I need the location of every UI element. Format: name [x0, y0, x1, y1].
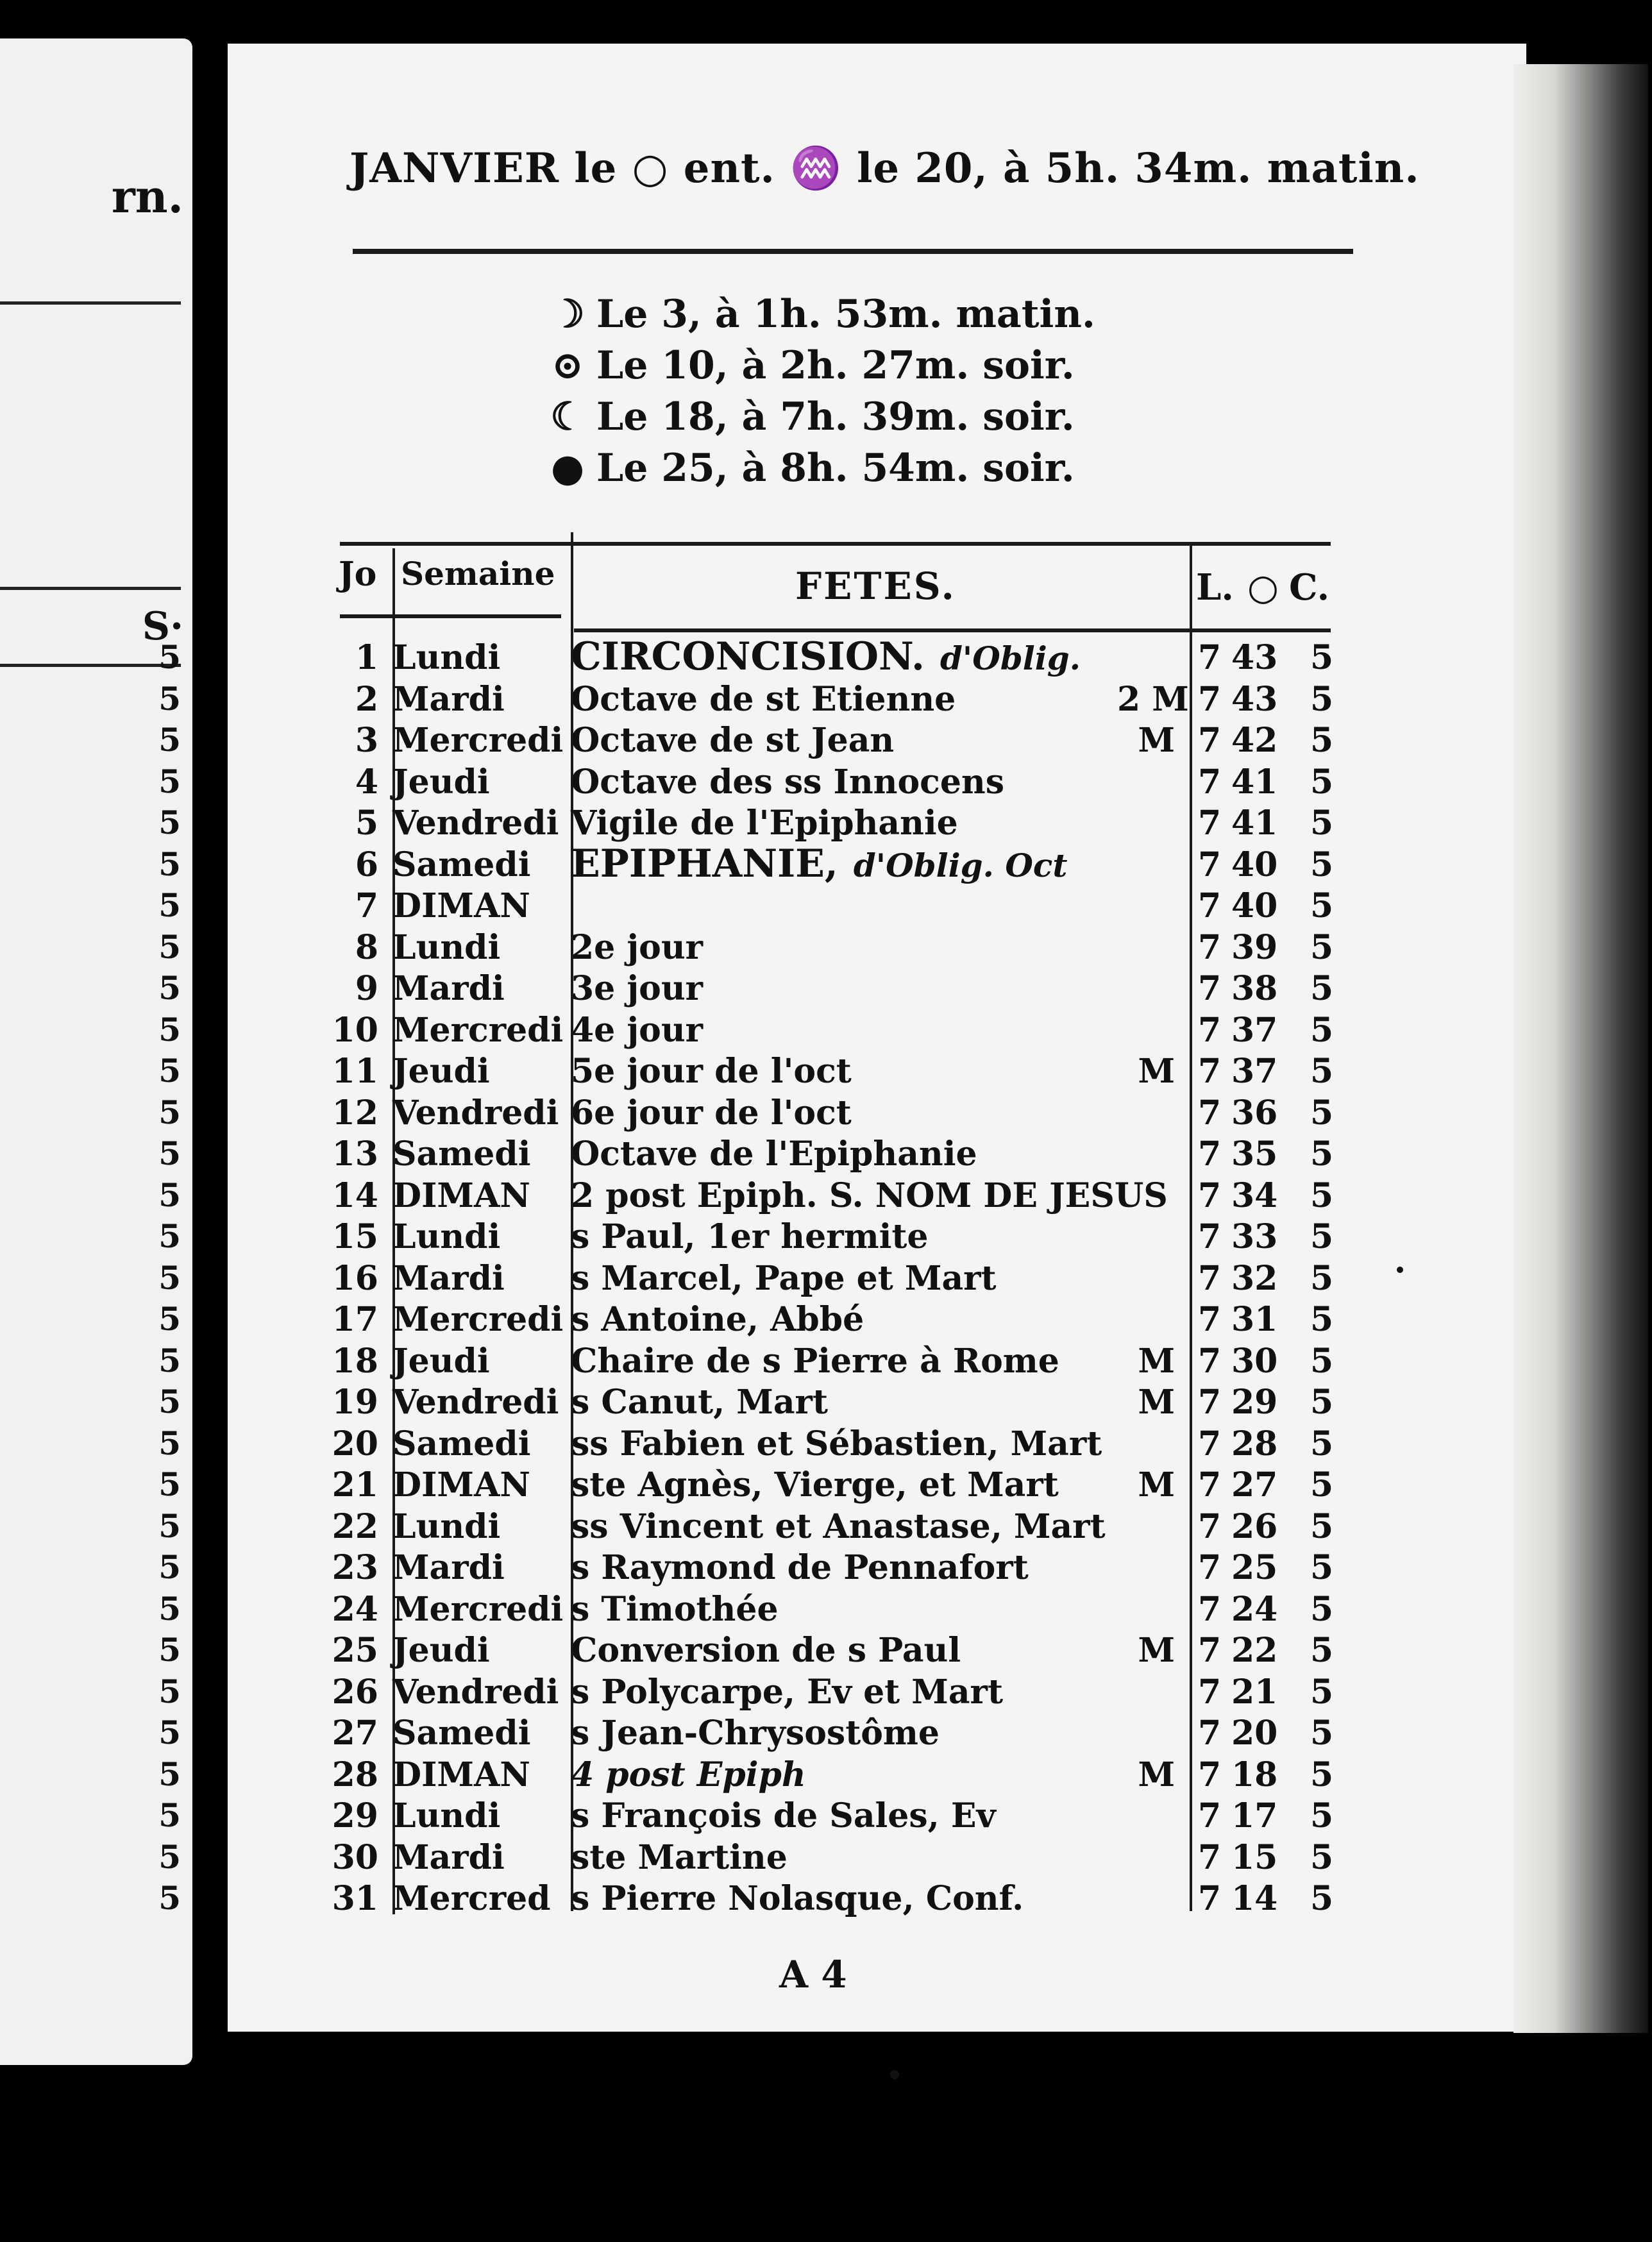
book-spine — [1513, 64, 1648, 2033]
left-page-column-head: S· — [142, 604, 183, 649]
moon-mark: M — [1138, 1341, 1175, 1381]
left-page-digit: 5 — [158, 1506, 181, 1545]
weekday: Lundi — [392, 638, 501, 677]
feast-text: Octave de st Etienne — [571, 679, 956, 719]
feast-name — [571, 1506, 1106, 1546]
left-page-digit: 5 — [158, 1796, 181, 1834]
sunset-hour: 5 — [1310, 1010, 1334, 1050]
feast-text: 4e jour — [571, 1010, 704, 1050]
day-number: 26 — [332, 1672, 378, 1712]
feast-name — [571, 1796, 996, 1835]
feast-name — [571, 927, 704, 967]
sunrise-minute: 35 — [1231, 1134, 1278, 1174]
sunrise-hour: 7 — [1198, 1052, 1222, 1091]
feast-text: ste Martine — [571, 1837, 788, 1877]
sunrise-minute: 31 — [1231, 1300, 1278, 1339]
ink-dot — [1397, 1267, 1403, 1273]
feast-name — [571, 762, 1004, 802]
day-number: 24 — [332, 1589, 378, 1629]
sunset-hour: 5 — [1310, 804, 1334, 843]
sunrise-minute: 14 — [1231, 1879, 1278, 1918]
day-number: 31 — [332, 1879, 378, 1918]
feast-name — [571, 1093, 852, 1133]
sunset-hour: 5 — [1310, 1879, 1334, 1918]
sunset-hour: 5 — [1310, 1465, 1334, 1504]
feast-name — [571, 1052, 852, 1091]
subhead-rule — [340, 614, 561, 618]
moon-phase-text: Le 18, à 7h. 39m. soir. — [596, 394, 1075, 439]
left-page-digit: 5 — [158, 1010, 181, 1049]
left-page-digit: 5 — [158, 1217, 181, 1255]
day-number: 27 — [332, 1714, 378, 1753]
feast-name — [571, 679, 956, 719]
day-number: 11 — [332, 1052, 378, 1091]
sunrise-hour: 7 — [1198, 1672, 1222, 1712]
feast-name — [571, 1300, 864, 1339]
feast-text: s Jean-Chrysostôme — [571, 1714, 940, 1753]
sunset-hour: 5 — [1310, 1258, 1334, 1298]
sunrise-hour: 7 — [1198, 1010, 1222, 1050]
feast-text: Octave de l'Epiphanie — [571, 1134, 977, 1174]
weekday: Lundi — [392, 1506, 501, 1546]
feast-text: CIRCONCISION. — [571, 634, 925, 679]
sunset-hour: 5 — [1310, 969, 1334, 1008]
feast-name — [571, 1134, 977, 1174]
sunset-hour: 5 — [1310, 927, 1334, 967]
sunset-hour: 5 — [1310, 1300, 1334, 1339]
sunset-hour: 5 — [1310, 1217, 1334, 1256]
sunrise-hour: 7 — [1198, 1134, 1222, 1174]
feast-text: s François de Sales, Ev — [571, 1796, 996, 1835]
sunrise-minute: 40 — [1231, 845, 1278, 884]
sunrise-hour: 7 — [1198, 1506, 1222, 1546]
left-page-digit: 5 — [158, 969, 181, 1007]
feast-name — [571, 721, 895, 760]
weekday: Vendredi — [392, 1093, 559, 1133]
day-number: 10 — [332, 1010, 378, 1050]
sunrise-hour: 7 — [1198, 762, 1222, 802]
sunrise-minute: 26 — [1231, 1506, 1278, 1546]
page-signature: A 4 — [779, 1953, 847, 1996]
feast-name — [571, 1755, 806, 1794]
col-coucher: C. — [1289, 566, 1330, 609]
feast-text: s Canut, Mart — [571, 1383, 828, 1422]
feast-note: d'Oblig. — [940, 639, 1081, 677]
feast-name — [571, 1672, 1003, 1712]
left-page-digit: 5 — [158, 1714, 181, 1751]
sunrise-minute: 43 — [1231, 679, 1278, 719]
feast-name — [571, 1714, 940, 1753]
month-header — [350, 144, 1420, 192]
sunrise-minute: 37 — [1231, 1010, 1278, 1050]
sunrise-hour: 7 — [1198, 1879, 1222, 1918]
header-ent: ent. — [683, 144, 775, 192]
left-page-digit: 5 — [158, 1465, 181, 1503]
column-divider — [1190, 542, 1192, 1911]
moon-phase-row — [545, 292, 1095, 337]
sunset-hour: 5 — [1310, 1548, 1334, 1587]
sunrise-hour: 7 — [1198, 845, 1222, 884]
day-number: 7 — [355, 886, 378, 925]
sunrise-hour: 7 — [1198, 679, 1222, 719]
feast-name — [571, 1383, 828, 1422]
weekday: Jeudi — [392, 1341, 490, 1381]
moon-phase-icon: ⊙ — [551, 343, 584, 388]
moon-phase-icon: ☽ — [550, 292, 585, 337]
feast-name — [571, 1217, 929, 1256]
table-top-rule — [340, 542, 1331, 546]
sunset-hour: 5 — [1310, 1672, 1334, 1712]
moon-mark: M — [1138, 1755, 1175, 1794]
weekday: DIMAN — [392, 886, 530, 925]
day-number: 1 — [355, 638, 378, 677]
day-number: 19 — [332, 1383, 378, 1422]
left-page-digit: 5 — [158, 1879, 181, 1917]
feast-text: Conversion de s Paul — [571, 1631, 961, 1670]
day-number: 3 — [355, 721, 378, 760]
sunrise-hour: 7 — [1198, 1631, 1222, 1670]
sunrise-hour: 7 — [1198, 721, 1222, 760]
sunset-hour: 5 — [1310, 886, 1334, 925]
feast-text: 3e jour — [571, 969, 704, 1008]
sunrise-hour: 7 — [1198, 1837, 1222, 1877]
feast-text: s Timothée — [571, 1589, 779, 1629]
moon-mark: M — [1138, 1465, 1175, 1504]
sunset-hour: 5 — [1310, 1837, 1334, 1877]
left-page-digit: 5 — [158, 845, 181, 883]
sunrise-hour: 7 — [1198, 804, 1222, 843]
feast-text: s Raymond de Pennafort — [571, 1548, 1029, 1587]
subhead-rule — [574, 628, 1331, 632]
weekday: Mardi — [392, 1837, 505, 1877]
moon-phase-icon: ● — [550, 446, 585, 491]
sunrise-minute: 41 — [1231, 762, 1278, 802]
weekday: DIMAN — [392, 1176, 530, 1215]
sunrise-minute: 38 — [1231, 969, 1278, 1008]
feast-name — [571, 804, 958, 843]
sunrise-minute: 36 — [1231, 1093, 1278, 1133]
day-number: 15 — [332, 1217, 378, 1256]
ink-dot — [890, 2070, 899, 2079]
col-fetes: FETES. — [795, 564, 956, 608]
sunrise-hour: 7 — [1198, 1383, 1222, 1422]
day-number: 4 — [355, 762, 378, 802]
sunrise-hour: 7 — [1198, 886, 1222, 925]
moon-phase-row — [545, 394, 1075, 439]
left-page-rule — [0, 587, 181, 590]
moon-phase-text: Le 3, à 1h. 53m. matin. — [596, 292, 1095, 337]
left-page-digit: 5 — [158, 804, 181, 841]
day-number: 2 — [355, 679, 378, 719]
left-page-digit: 5 — [158, 1093, 181, 1131]
left-page-digit: 5 — [158, 1755, 181, 1793]
sunrise-minute: 41 — [1231, 804, 1278, 843]
left-page-digit: 5 — [158, 1548, 181, 1586]
moon-phase-row — [545, 343, 1075, 388]
sunset-hour: 5 — [1310, 1755, 1334, 1794]
day-number: 8 — [355, 927, 378, 967]
left-page-digit: 5 — [158, 1134, 181, 1172]
weekday: Lundi — [392, 1217, 501, 1256]
day-number: 23 — [332, 1548, 378, 1587]
feast-name — [571, 1424, 1102, 1463]
feast-name — [571, 1258, 997, 1298]
feast-name — [571, 1837, 788, 1877]
moon-mark: M — [1138, 1383, 1175, 1422]
sunset-hour: 5 — [1310, 845, 1334, 884]
feast-text: 6e jour de l'oct — [571, 1093, 852, 1133]
left-page-digit: 5 — [158, 927, 181, 966]
month-title: JANVIER le — [350, 144, 618, 192]
sunset-hour: 5 — [1310, 1134, 1334, 1174]
feast-text: s Polycarpe, Ev et Mart — [571, 1672, 1003, 1712]
feast-text: EPIPHANIE, — [571, 841, 838, 886]
col-semaine: Semaine — [401, 555, 555, 593]
day-number: 18 — [332, 1341, 378, 1381]
left-page-digit: 5 — [158, 1258, 181, 1297]
weekday: DIMAN — [392, 1755, 530, 1794]
day-number: 17 — [332, 1300, 378, 1339]
sunset-hour: 5 — [1310, 1424, 1334, 1463]
feast-text: ste Agnès, Vierge, et Mart — [571, 1465, 1059, 1504]
sunset-hour: 5 — [1310, 1631, 1334, 1670]
day-number: 29 — [332, 1796, 378, 1835]
weekday: Lundi — [392, 927, 501, 967]
left-page-digit: 5 — [158, 1424, 181, 1462]
weekday: Mercred — [392, 1879, 551, 1918]
sunset-hour: 5 — [1310, 1052, 1334, 1091]
sunset-hour: 5 — [1310, 1714, 1334, 1753]
feast-text: Octave des ss Innocens — [571, 762, 1004, 802]
sunrise-minute: 40 — [1231, 886, 1278, 925]
left-page-heading: rn. — [111, 170, 183, 223]
sunrise-hour: 7 — [1198, 638, 1222, 677]
sunset-hour: 5 — [1310, 638, 1334, 677]
feast-text: 4 post Epiph — [571, 1755, 806, 1794]
sunrise-hour: 7 — [1198, 927, 1222, 967]
feast-text: 2 post Epiph. S. NOM DE JESUS — [571, 1176, 1168, 1215]
sunrise-hour: 7 — [1198, 1424, 1222, 1463]
sunrise-hour: 7 — [1198, 1300, 1222, 1339]
left-page-digit: 5 — [158, 1631, 181, 1669]
left-page-digit: 5 — [158, 1837, 181, 1876]
moon-mark: M — [1138, 721, 1175, 760]
weekday: Lundi — [392, 1796, 501, 1835]
sunrise-minute: 21 — [1231, 1672, 1278, 1712]
moon-mark: M — [1138, 1631, 1175, 1670]
feast-name — [571, 1548, 1029, 1587]
sunrise-hour: 7 — [1198, 969, 1222, 1008]
weekday: Mardi — [392, 679, 505, 719]
feast-name — [571, 841, 1068, 886]
sunrise-minute: 43 — [1231, 638, 1278, 677]
sunset-hour: 5 — [1310, 1341, 1334, 1381]
left-page-digit: 5 — [158, 721, 181, 759]
sunrise-hour: 7 — [1198, 1548, 1222, 1587]
feast-text: ss Fabien et Sébastien, Mart — [571, 1424, 1102, 1463]
sunrise-hour: 7 — [1198, 1217, 1222, 1256]
sunset-hour: 5 — [1310, 1093, 1334, 1133]
sunrise-hour: 7 — [1198, 1341, 1222, 1381]
sunrise-minute: 25 — [1231, 1548, 1278, 1587]
day-number: 20 — [332, 1424, 378, 1463]
weekday: Samedi — [392, 845, 531, 884]
feast-text: 2e jour — [571, 927, 704, 967]
sunset-hour: 5 — [1310, 1796, 1334, 1835]
weekday: Samedi — [392, 1134, 531, 1174]
feast-name — [571, 1010, 704, 1050]
sunrise-minute: 22 — [1231, 1631, 1278, 1670]
sunrise-hour: 7 — [1198, 1714, 1222, 1753]
left-page-digit: 5 — [158, 1052, 181, 1090]
sunrise-minute: 15 — [1231, 1837, 1278, 1877]
sunrise-minute: 32 — [1231, 1258, 1278, 1298]
weekday: Mercredi — [392, 1300, 564, 1339]
sunrise-hour: 7 — [1198, 1465, 1222, 1504]
moon-phase-text: Le 10, à 2h. 27m. soir. — [596, 343, 1075, 388]
weekday: Mardi — [392, 1258, 505, 1298]
day-number: 22 — [332, 1506, 378, 1546]
moon-mark: 2 M — [1117, 679, 1189, 719]
sunset-hour: 5 — [1310, 762, 1334, 802]
sunset-hour: 5 — [1310, 679, 1334, 719]
left-page-digit: 5 — [158, 1300, 181, 1338]
day-number: 12 — [332, 1093, 378, 1133]
weekday: Vendredi — [392, 804, 559, 843]
day-number: 21 — [332, 1465, 378, 1504]
weekday: Mercredi — [392, 1589, 564, 1629]
sunset-hour: 5 — [1310, 1589, 1334, 1629]
header-date: le 20, à 5h. 34m. matin. — [857, 144, 1420, 192]
weekday: Samedi — [392, 1714, 531, 1753]
sunrise-minute: 33 — [1231, 1217, 1278, 1256]
sunrise-hour: 7 — [1198, 1176, 1222, 1215]
feast-name — [571, 1631, 961, 1670]
day-number: 14 — [332, 1176, 378, 1215]
left-page-digit: 5 — [158, 638, 181, 676]
header-rule — [353, 249, 1353, 254]
sunrise-minute: 29 — [1231, 1383, 1278, 1422]
feast-text: Octave de st Jean — [571, 721, 895, 760]
feast-name — [571, 1879, 1024, 1918]
feast-text: s Pierre Nolasque, Conf. — [571, 1879, 1024, 1918]
weekday: Vendredi — [392, 1672, 559, 1712]
feast-name — [571, 1589, 779, 1629]
sunrise-minute: 17 — [1231, 1796, 1278, 1835]
weekday: Mardi — [392, 969, 505, 1008]
sunrise-minute: 18 — [1231, 1755, 1278, 1794]
sunrise-hour: 7 — [1198, 1755, 1222, 1794]
aquarius-icon: ♒ — [790, 144, 842, 192]
feast-name — [571, 1465, 1059, 1504]
sunset-hour: 5 — [1310, 1506, 1334, 1546]
left-page-digit: 5 — [158, 1341, 181, 1379]
day-number: 6 — [355, 845, 378, 884]
feast-text: s Paul, 1er hermite — [571, 1217, 929, 1256]
feast-text: 5e jour de l'oct — [571, 1052, 852, 1091]
left-page-rule — [0, 664, 181, 667]
weekday: Mercredi — [392, 721, 564, 760]
sun-icon: ○ — [1247, 566, 1279, 609]
sunrise-minute: 24 — [1231, 1589, 1278, 1629]
weekday: Vendredi — [392, 1383, 559, 1422]
sunset-hour: 5 — [1310, 1383, 1334, 1422]
feast-text: s Antoine, Abbé — [571, 1300, 864, 1339]
feast-text: Vigile de l'Epiphanie — [571, 804, 958, 843]
moon-phase-row — [545, 446, 1075, 491]
weekday: Mardi — [392, 1548, 505, 1587]
left-page-digit: 5 — [158, 679, 181, 718]
left-page-digit: 5 — [158, 1589, 181, 1628]
feast-text: s Marcel, Pape et Mart — [571, 1258, 997, 1298]
left-page-digit: 5 — [158, 762, 181, 800]
feast-note: d'Oblig. Oct — [853, 846, 1068, 884]
sunrise-minute: 27 — [1231, 1465, 1278, 1504]
feast-name — [571, 969, 704, 1008]
feast-name — [571, 1341, 1059, 1381]
moon-phase-icon: ☾ — [550, 394, 585, 439]
feast-name — [571, 1176, 1168, 1215]
left-page-digit: 5 — [158, 886, 181, 924]
sunrise-hour: 7 — [1198, 1589, 1222, 1629]
feast-name — [571, 634, 1081, 679]
left-page-digit: 5 — [158, 1383, 181, 1420]
weekday: Jeudi — [392, 1631, 490, 1670]
left-page — [0, 38, 192, 2065]
left-page-rule — [0, 301, 181, 305]
moon-mark: M — [1138, 1052, 1175, 1091]
sunset-hour: 5 — [1310, 1176, 1334, 1215]
weekday: Jeudi — [392, 1052, 490, 1091]
sunrise-minute: 20 — [1231, 1714, 1278, 1753]
sun-icon: ○ — [632, 144, 669, 192]
sunrise-minute: 34 — [1231, 1176, 1278, 1215]
sunrise-minute: 42 — [1231, 721, 1278, 760]
sunrise-hour: 7 — [1198, 1796, 1222, 1835]
weekday: DIMAN — [392, 1465, 530, 1504]
col-jo: Jo — [339, 555, 377, 594]
sunrise-minute: 28 — [1231, 1424, 1278, 1463]
left-page-digit: 5 — [158, 1672, 181, 1710]
day-number: 28 — [332, 1755, 378, 1794]
sunrise-minute: 37 — [1231, 1052, 1278, 1091]
day-number: 30 — [332, 1837, 378, 1877]
day-number: 13 — [332, 1134, 378, 1174]
sunrise-hour: 7 — [1198, 1093, 1222, 1133]
feast-text: ss Vincent et Anastase, Mart — [571, 1506, 1106, 1546]
weekday: Jeudi — [392, 762, 490, 802]
weekday: Samedi — [392, 1424, 531, 1463]
feast-text: Chaire de s Pierre à Rome — [571, 1341, 1059, 1381]
day-number: 16 — [332, 1258, 378, 1298]
sunset-hour: 5 — [1310, 721, 1334, 760]
moon-phase-text: Le 25, à 8h. 54m. soir. — [596, 446, 1075, 491]
weekday: Mercredi — [392, 1010, 564, 1050]
sunrise-hour: 7 — [1198, 1258, 1222, 1298]
day-number: 9 — [355, 969, 378, 1008]
day-number: 5 — [355, 804, 378, 843]
day-number: 25 — [332, 1631, 378, 1670]
col-lever: L. — [1196, 566, 1234, 609]
left-page-digit: 5 — [158, 1176, 181, 1214]
sunrise-minute: 30 — [1231, 1341, 1278, 1381]
sunrise-minute: 39 — [1231, 927, 1278, 967]
